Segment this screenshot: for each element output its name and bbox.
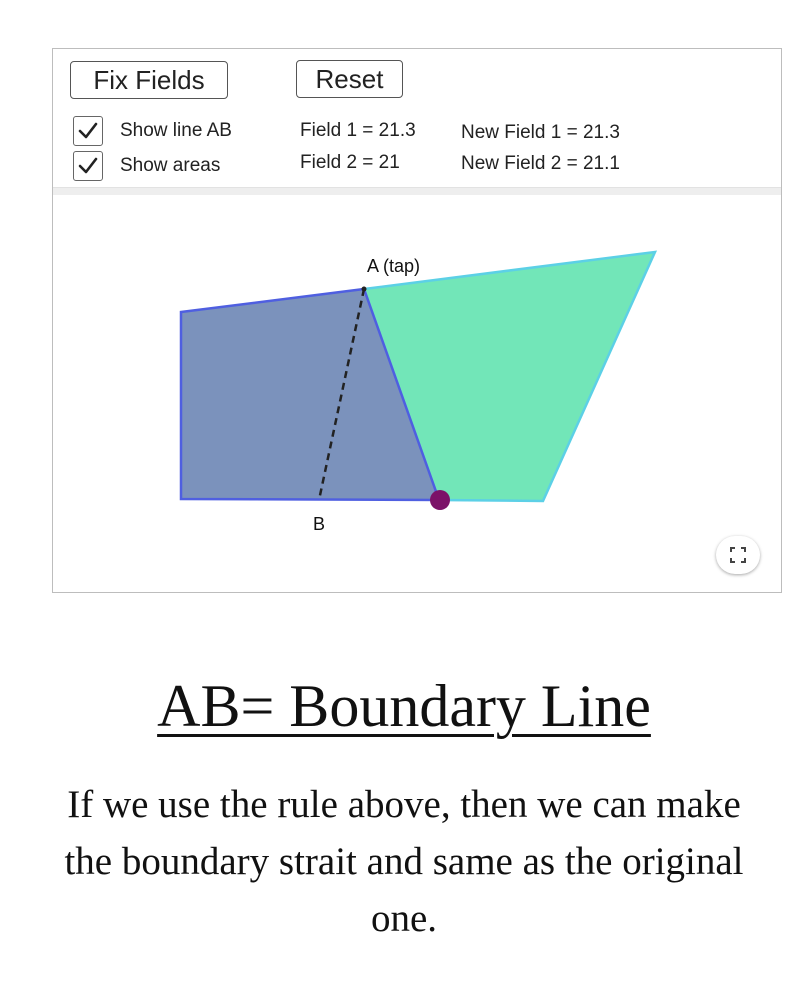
caption-title [0, 672, 808, 741]
point-b-label: B [313, 514, 326, 534]
caption-title-text: AB= Boundary Line [157, 673, 651, 739]
show-areas-label: Show areas [120, 155, 221, 176]
fullscreen-button[interactable] [716, 536, 760, 574]
fix-fields-button[interactable]: Fix Fields [70, 61, 228, 99]
new-field2-readout: New Field 2 = 21.1 [461, 153, 620, 174]
field2-readout: Field 2 = 21 [300, 152, 400, 173]
field1-readout: Field 1 = 21.3 [300, 120, 416, 141]
reset-button[interactable]: Reset [296, 60, 403, 98]
fullscreen-icon [729, 546, 747, 564]
geogebra-applet [52, 48, 782, 593]
point-a-label: A (tap) [367, 256, 421, 276]
caption-body: If we use the rule above, then we can make the boundary strait and same as the original one. [64, 783, 744, 940]
point-a[interactable] [362, 287, 367, 292]
movable-point-handle[interactable] [430, 490, 450, 510]
new-field1-readout: New Field 1 = 21.3 [461, 122, 620, 143]
show-line-ab-label: Show line AB [120, 120, 232, 141]
graphics-view[interactable] [53, 49, 782, 593]
